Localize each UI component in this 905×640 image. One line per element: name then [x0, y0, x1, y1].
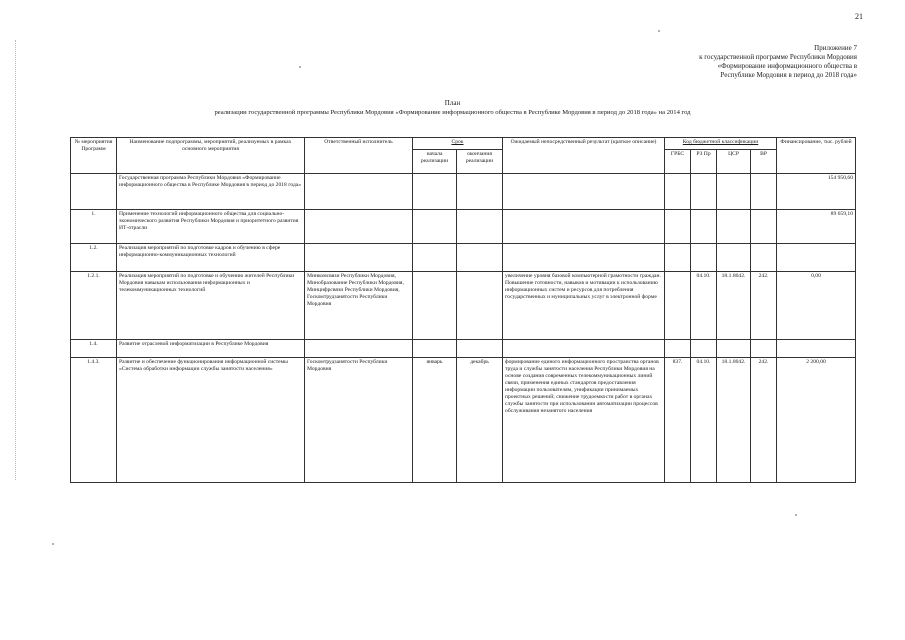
cell-num [71, 174, 117, 210]
cell-grbs [665, 272, 691, 340]
cell-name: Реализация мероприятий по подготовке и обучению жителей Республики Мордовия навыкам использования информационных и телекоммуникационных технологий [117, 272, 305, 340]
cell-start [413, 210, 457, 244]
cell-end [457, 210, 503, 244]
cell-end: декабрь [457, 358, 503, 483]
cell-csr [717, 244, 751, 272]
cell-num: 1.4. [71, 340, 117, 358]
cell-result [503, 174, 665, 210]
scan-speck [795, 514, 797, 516]
cell-vr [751, 210, 777, 244]
cell-rzpr [691, 244, 717, 272]
cell-name: Государственная программа Республики Мордовия «Формирование информационного общества в Республике Мордовия в период до 2018 года» [117, 174, 305, 210]
plan-title: План [444, 99, 461, 107]
cell-rzpr [691, 210, 717, 244]
cell-rzpr: 04.10. [691, 272, 717, 340]
appendix-line: к государственной программе Республики Мордовия [699, 53, 857, 61]
plan-table [70, 137, 856, 483]
cell-result: увеличение уровня базовой компьютерной грамотности граждан. Повышение готовности, навыков и мотивации к использованию информационных систем и ресурсов для потребления государственных и муниципальных услуг в электронной форме [503, 272, 665, 340]
cell-end [457, 174, 503, 210]
header-rzpr: РЗ Пр [691, 150, 717, 174]
cell-csr [717, 340, 751, 358]
cell-executor: Минкомсвязи Республики Мордовия, Минобразование Республики Мордовия, Минцифрсвязи Республики Мордовия, Госкомтрудзанятости Республики Мордовия [305, 272, 413, 340]
cell-grbs [665, 244, 691, 272]
header-num: № мероприятия Программ [71, 138, 117, 174]
appendix-line: Республике Мордовия в период до 2018 года» [720, 71, 857, 79]
cell-start: январь [413, 358, 457, 483]
cell-vr [751, 340, 777, 358]
cell-executor [305, 210, 413, 244]
table-row [71, 174, 856, 210]
cell-executor [305, 174, 413, 210]
appendix-line: «Формирование информационного общества в [717, 62, 857, 70]
cell-finance: 0,00 [777, 272, 856, 340]
page-number: 21 [855, 12, 863, 21]
table-row [71, 210, 856, 244]
cell-result: формирование единого информационного пространства органов труда и службы занятости населения Республики Мордовия на основе создания современных телекоммуникационных линий связи, применения единых стандартов предоставления информации пользователям, унификации принимаемых проектных решений; снижение трудоемкости работ в органах службы занятости при использовании автоматизации процессов обслуживания незанятого населения [503, 358, 665, 483]
cell-csr: 18.1.8042. [717, 272, 751, 340]
cell-end [457, 244, 503, 272]
cell-start [413, 244, 457, 272]
cell-start [413, 272, 457, 340]
cell-grbs: 837. [665, 358, 691, 483]
cell-vr: 242. [751, 358, 777, 483]
scan-speck [658, 30, 660, 32]
header-term-start: начала реализации [413, 150, 457, 174]
cell-finance: 154 950,60 [777, 174, 856, 210]
cell-rzpr: 04.10. [691, 358, 717, 483]
cell-name: Развитие и обеспечение функционирования информационной системы «Система обработки информации службы занятости населения» [117, 358, 305, 483]
cell-finance: 2 200,00 [777, 358, 856, 483]
cell-grbs [665, 210, 691, 244]
plan-subtitle: реализации государственной программы Республики Мордовия «Формирование информационного общества в Республике Мордовия в период до 2018 года» на 2014 год [214, 109, 691, 116]
table-row [71, 244, 856, 272]
scan-speck [299, 66, 301, 68]
cell-executor [305, 340, 413, 358]
cell-num: 1.2.1. [71, 272, 117, 340]
cell-csr [717, 174, 751, 210]
cell-num: 1.4.3. [71, 358, 117, 483]
cell-grbs [665, 340, 691, 358]
cell-vr [751, 244, 777, 272]
cell-start [413, 340, 457, 358]
cell-result [503, 244, 665, 272]
cell-executor [305, 244, 413, 272]
cell-num: 1.2. [71, 244, 117, 272]
cell-csr: 18.1.8042. [717, 358, 751, 483]
cell-grbs [665, 174, 691, 210]
cell-result [503, 340, 665, 358]
header-executor: Ответственный исполнитель [305, 138, 413, 174]
header-term: Срок [413, 138, 503, 150]
header-name: Наименование подпрограммы, мероприятий, реализуемых в рамках основного мероприятия [117, 138, 305, 174]
cell-result [503, 210, 665, 244]
cell-finance: 89 659,10 [777, 210, 856, 244]
cell-num: 1. [71, 210, 117, 244]
cell-name: Применение технологий информационного общества для социально-экономического развития Республики Мордовия и приоритетного развития ИТ-отрасли [117, 210, 305, 244]
header-budget: Код бюджетной классификации [665, 138, 777, 150]
cell-finance [777, 244, 856, 272]
cell-name: Реализация мероприятий по подготовке кадров и обучению в сфере информационно-коммуникационных технологий [117, 244, 305, 272]
table-row [71, 340, 856, 358]
cell-executor: Госкомтрудзанятости Республики Мордовия [305, 358, 413, 483]
cell-start [413, 174, 457, 210]
table-row [71, 358, 856, 483]
cell-vr [751, 174, 777, 210]
cell-name: Развитие отраслевой информатизации в Республике Мордовия [117, 340, 305, 358]
appendix-line: Приложение 7 [814, 44, 857, 52]
header-vr: ВР [751, 150, 777, 174]
cell-vr: 242. [751, 272, 777, 340]
cell-finance [777, 340, 856, 358]
header-result: Ожидаемый непосредственный результат (краткое описание) [503, 138, 665, 174]
cell-end [457, 340, 503, 358]
header-csr: ЦСР [717, 150, 751, 174]
cell-rzpr [691, 340, 717, 358]
header-term-end: окончания реализации [457, 150, 503, 174]
appendix-block [657, 44, 857, 80]
header-finance: Финансирование, тыс. рублей [777, 138, 856, 174]
table-row [71, 272, 856, 340]
scan-speck [52, 543, 54, 545]
header-grbs: ГРБС [665, 150, 691, 174]
cell-end [457, 272, 503, 340]
cell-csr [717, 210, 751, 244]
cell-rzpr [691, 174, 717, 210]
